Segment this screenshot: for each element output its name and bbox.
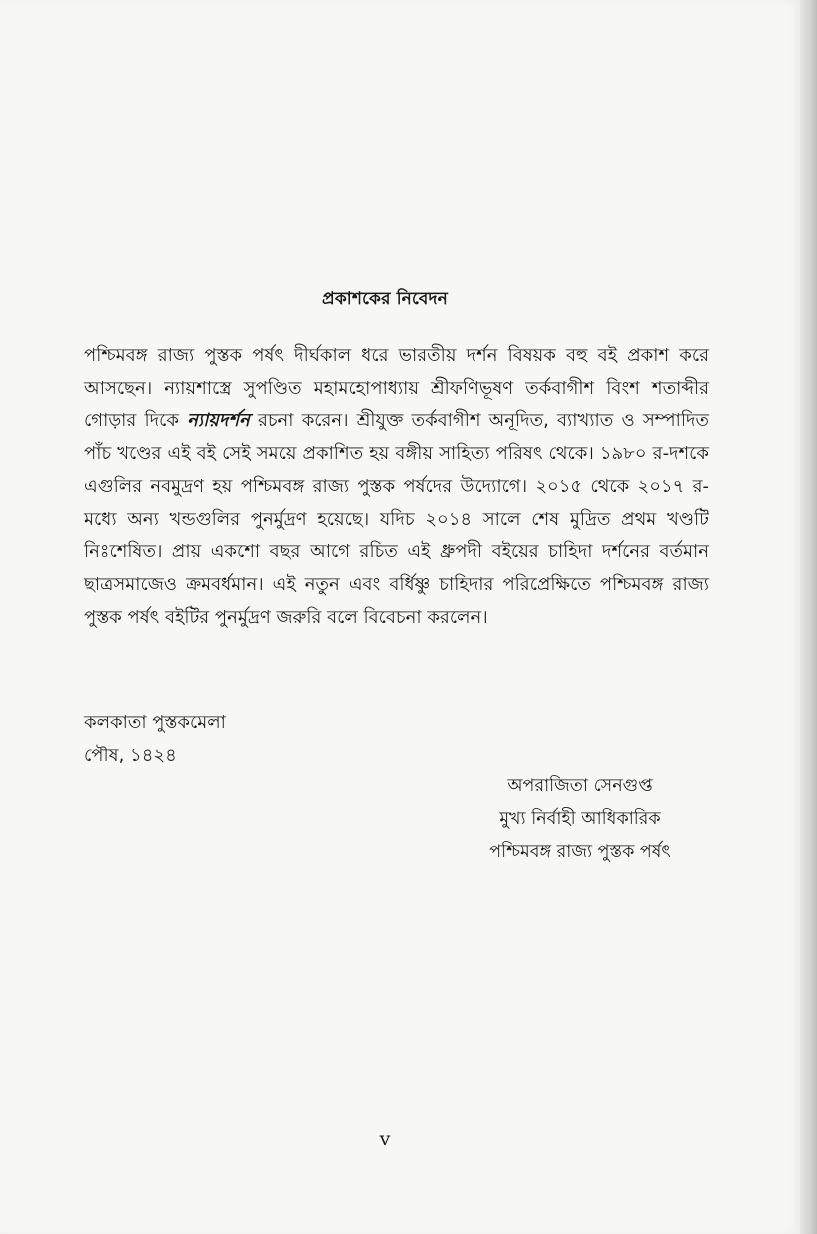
section-heading: প্রকাশকের নিবেদন <box>322 289 448 309</box>
signature-block <box>420 770 740 869</box>
signatory-designation: মুখ্য নির্বাহী আধিকারিক <box>499 809 661 829</box>
paragraph-text-part-2: রচনা করেন। শ্রীযুক্ত তর্কবাগীশ অনূদিত, ব্যাখ্যাত ও সম্পাদিত পাঁচ খণ্ডের এই বই সেই সময়ে প্রকাশিত হয় বঙ্গীয় সাহিত্য পরিষৎ থেকে। ১৯৮০ র-দশকে এগুলির নবমুদ্রণ হয় পশ্চিমবঙ্গ রাজ্য পুস্তক পর্ষদের উদ্যোগে। ২০১৫ থেকে ২০১৭ র- মধ্যে অন্য খন্ডগুলির পুনর্মুদ্রণ হয়েছে। যদিচ ২০১৪ সালে শেষ মুদ্রিত প্রথম খণ্ডটি নিঃশেষিত। প্রায় একশো বছর আগে রচিত এই ধ্রুপদী বইয়ের চাহিদা দর্শনের বর্তমান ছাত্রসমাজেও ক্রমবর্ধমান। এই নতুন এবং বর্ধিষ্ণু চাহিদার পরিপ্রেক্ষিতে পশ্চিমবঙ্গ রাজ্য পুস্তক পর্ষৎ বইটির পুনর্মুদ্রণ জরুরি বলে বিবেচনা করলেন। <box>84 410 709 628</box>
book-title: ন্যায়দর্শন <box>187 410 250 432</box>
date-text: পৌষ, ১৪২৪ <box>84 745 177 766</box>
signatory-organization: পশ্চিমবঙ্গ রাজ্য পুস্তক পর্ষৎ <box>489 842 671 862</box>
signatory-name: অপরাজিতা সেনগুপ্ত <box>507 776 653 796</box>
place-text: কলকাতা পুস্তকমেলা <box>84 712 226 733</box>
place-date-block <box>84 706 226 772</box>
page-edge-shadow <box>800 0 817 1234</box>
paragraph-text-part-1: পশ্চিমবঙ্গ রাজ্য পুস্তক পর্ষৎ দীর্ঘকাল ধরে ভারতীয় দর্শন বিষয়ক বহু বই প্রকাশ করে আসছেন। ন্যায়শাস্ত্রে সুপণ্ডিত মহামহোপাধ্যায় শ্রীফণিভূষণ তর্কবাগীশ বিংশ শতাব্দীর গোড়ার দিকে <box>84 345 709 432</box>
publisher-note-paragraph <box>84 340 709 634</box>
page-number: v <box>379 1128 391 1150</box>
